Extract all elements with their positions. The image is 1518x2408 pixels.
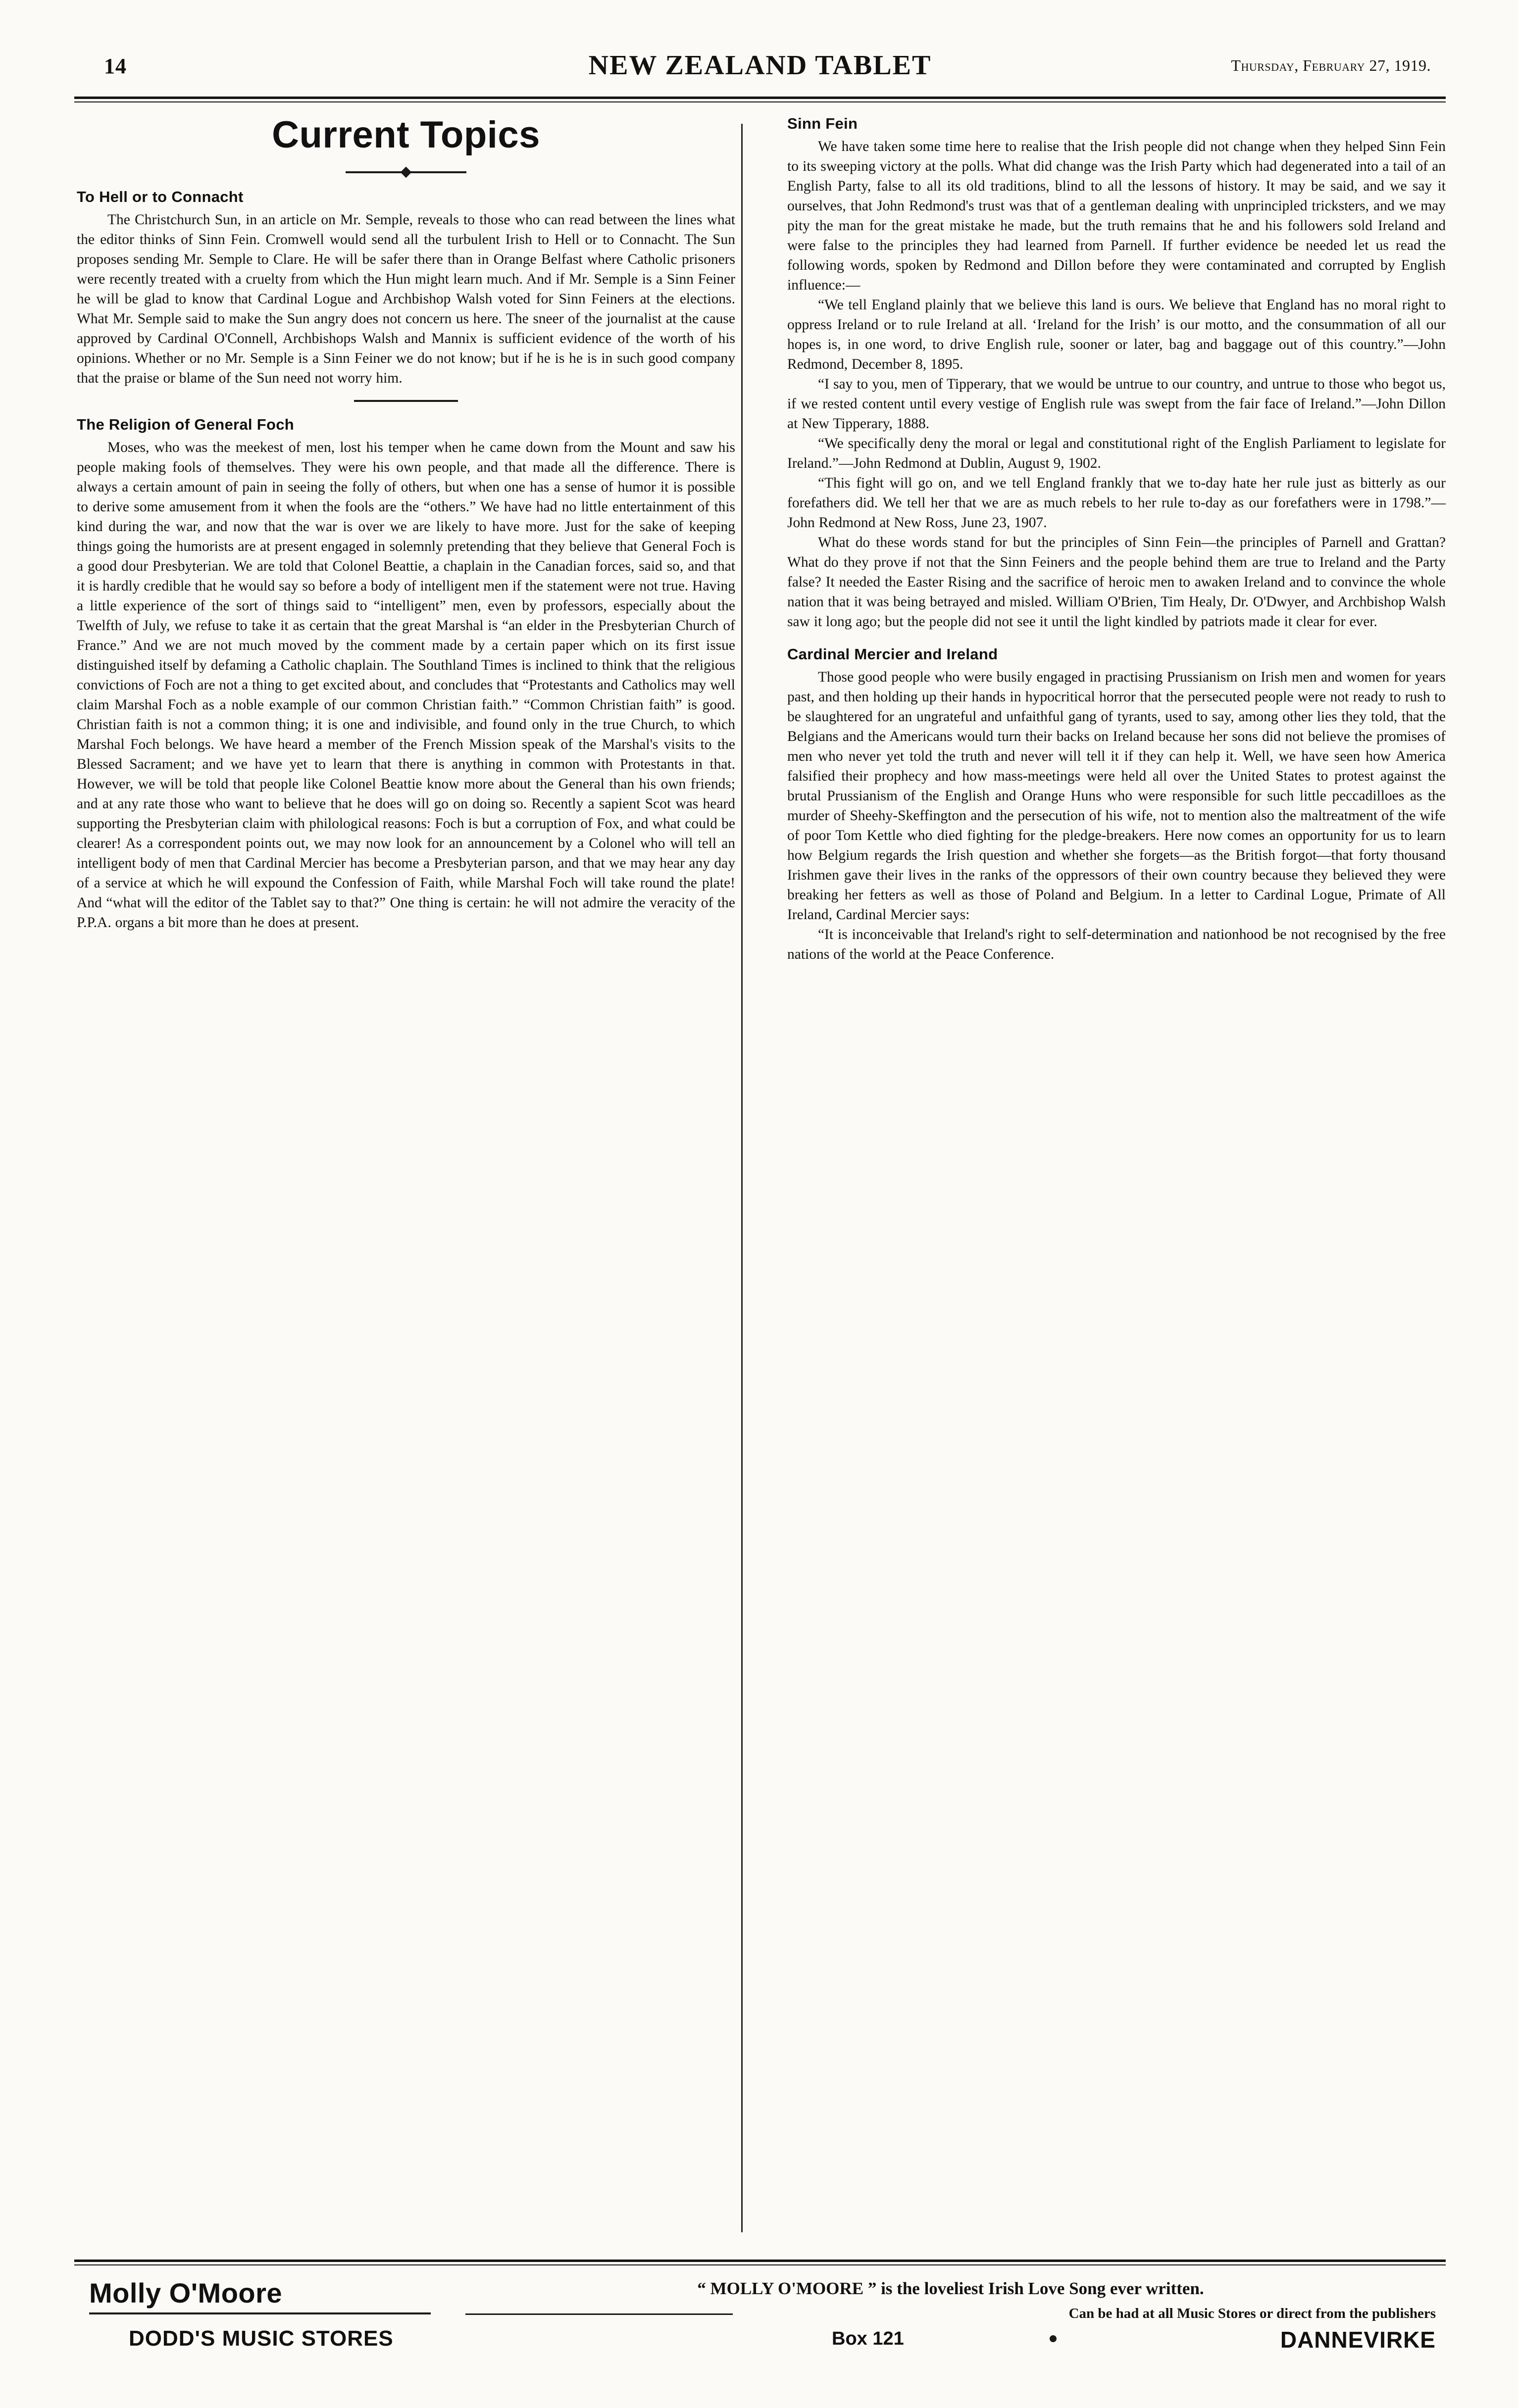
advert-store-name: DODD'S MUSIC STORES <box>129 2326 394 2351</box>
right-column <box>787 114 1446 964</box>
advert-tagline: “ MOLLY O'MOORE ” is the loveliest Irish Love Song ever written. <box>697 2279 1204 2298</box>
masthead <box>74 49 1446 89</box>
column-divider <box>741 124 743 2232</box>
advert-brand: Molly O'Moore <box>89 2277 283 2309</box>
section-heading-cardinal-mercier-and-ireland: Cardinal Mercier and Ireland <box>787 645 998 663</box>
advert-town: DANNEVIRKE <box>1280 2327 1436 2353</box>
paragraph: “We specifically deny the moral or legal and constitutional right of the English Parliament to legislate for Ireland.”—John Redmond at Dublin, August 9, 1902. <box>787 436 1446 471</box>
page-number: 14 <box>104 54 127 78</box>
advertisement <box>74 2277 1446 2371</box>
advert-box-number: Box 121 <box>832 2328 904 2349</box>
advert-subline: Can be had at all Music Stores or direct from the publishers <box>1068 2306 1436 2321</box>
paragraph: Those good people who were busily engaged in practising Prussianism on Irish men and women for years past, and then holding up their hands in hypocritical horror that the persecuted people were not ready to rush to be slaughtered for an ungrateful and unfaithful gang of tyrants, used to say, among other lies they told, that the Belgians and the Americans would turn their backs on Ireland because her sons did not believe the promises of men who never yet told the truth and never will tell it if they can help it. Well, we have seen how America falsified their prophecy and how mass-meetings were held all over the United States to protest against the brutal Prussianism of the English and Orange Huns who were responsible for such little peccadilloes as the murder of Sheehy-Skeffington and the persecution of his wife, not to mention also the maltreatment of the wife of poor Tom Kettle who died fighting for the pledge-breakers. Here now comes an opportunity for us to learn how Belgium regards the Irish question and whether she forgets—as the British forgot—that forty thousand Irishmen gave their lives in the ranks of the oppressors of their own country because they believed they were breaking her fetters as well as those of Poland and Belgium. In a letter to Cardinal Logue, Primate of All Ireland, Cardinal Mercier says: <box>787 669 1446 923</box>
paragraph: “It is inconceivable that Ireland's right to self-determination and nationhood be not recognised by the free nations of the world at the Peace Conference. <box>787 927 1446 962</box>
advert-subline-rule <box>465 2313 733 2315</box>
paper-title: NEW ZEALAND TABLET <box>588 50 932 81</box>
advert-brand-rule <box>89 2312 431 2314</box>
section-heading-sinn-fein: Sinn Fein <box>787 115 858 132</box>
advert-divider <box>74 2260 1446 2265</box>
masthead-divider <box>74 97 1446 102</box>
column-headline: Current Topics <box>272 114 540 156</box>
paragraph: “This fight will go on, and we tell England frankly that we to-day hate her rule just as bitterly as our forefathers did. We tell her that we are as much rebels to her rule to-day as our forefathers were in 1798.”—John Redmond at New Ross, June 23, 1907. <box>787 475 1446 531</box>
ornament-divider <box>77 161 735 172</box>
paragraph: The Christchurch Sun, in an article on Mr. Semple, reveals to those who can read between the lines what the editor thinks of Sinn Fein. Cromwell would send all the turbulent Irish to Hell or to Connacht. The Sun proposes sending Mr. Semple to Clare. He will be safer there than in Orange Belfast where Catholic prisoners were recently treated with a cruelty from which the Hun might learn much. And if Mr. Semple is a Sinn Feiner he will be glad to know that Cardinal Logue and Archbishop Walsh voted for Sinn Feiners at the elections. What Mr. Semple said to make the Sun angry does not concern us here. The sneer of the journalist at the cause approved by Cardinal O'Connell, Archbishops Walsh and Mannix is sufficient evidence of the worth of his opinions. Whether or no Mr. Semple is a Sinn Feiner we do not know; but if he is he is in such good company that the praise or blame of the Sun need not worry him. <box>77 212 735 386</box>
advert-bullet-icon <box>1050 2335 1057 2342</box>
paragraph: We have taken some time here to realise that the Irish people did not change when they helped Sinn Fein to its sweeping victory at the polls. What did change was the Irish Party which had degenerated into a tail of an English Party, false to all its old traditions, blind to all the lessons of history. It may be said, and we say it ourselves, that John Redmond's trust was that of a gentleman dealing with unprincipled tricksters, and we may pity the man for the great mistake he made, but the truth remains that he and his followers sold Ireland and were false to the principles they had learned from Parnell. If further evidence be needed let us read the following words, spoken by Redmond and Dillon before they were contaminated and corrupted by English influence:— <box>787 139 1446 293</box>
section-heading-to-hell-or-to-connacht: To Hell or to Connacht <box>77 188 244 205</box>
issue-date: Thursday, February 27, 1919. <box>1231 56 1431 74</box>
paragraph: Moses, who was the meekest of men, lost his temper when he came down from the Mount and saw his people making fools of themselves. They were his own people, and that made all the difference. There is always a certain amount of pain in seeing the folly of others, but when one has a sense of humor it is possible to derive some amusement from it when the fools are the “others.” We have had no little entertainment of this kind during the war, and now that the war is over we are likely to have more. Just for the sake of keeping things going the humorists are at present engaged in solemnly pretending that they believe that General Foch is a good dour Presbyterian. We are told that Colonel Beattie, a chaplain in the Canadian forces, said so, and that it is hardly credible that he would say so before a body of intelligent men if the statement were not true. Having a little experience of the sort of things said to “intelligent” men, even by professors, especially about the Twelfth of July, we refuse to take it as certain that the great Marshal is “an elder in the Presbyterian Church of France.” And we are not much moved by the comment made by a certain paper which on its first issue distinguished itself by defaming a Catholic chaplain. The Southland Times is inclined to think that the religious convictions of Foch are not a thing to get excited about, and concludes that “Protestants and Catholics may well claim Marshal Foch as a noble example of our common Christian faith.” “Common Christian faith” is good. Christian faith is not a common thing; it is one and indivisible, and found only in the true Church, to which Marshal Foch belongs. We have heard a member of the French Mission speak of the Marshal's visits to the Blessed Sacrament; and we have yet to learn that there is anything in common with Protestants in that. However, we will be told that people like Colonel Beattie know more about the General than his own friends; and at any rate those who want to believe that he does will go on doing so. Recently a sapient Scot was heard supporting the Presbyterian claim with philological reasons: Foch is but a corruption of Fox, and what could be clearer! As a correspondent points out, we may now look for an announcement by a Colonel who will tell an intelligent body of men that Cardinal Mercier has become a Presbyterian parson, and that we may hear any day of a service at which he will expound the Confession of Faith, while Marshal Foch will take round the plate! And “what will the editor of the Tablet say to that?” One thing is certain: he will not admire the veracity of the P.P.A. organs a bit more than he does at present. <box>77 440 735 931</box>
paragraph: “I say to you, men of Tipperary, that we would be untrue to our country, and untrue to those who begot us, if we rested content until every vestige of English rule was swept from the fair face of Ireland.”—John Dillon at New Tipperary, 1888. <box>787 376 1446 432</box>
section-heading-the-religion-of-general-foch: The Religion of General Foch <box>77 416 294 433</box>
section-divider <box>354 400 458 402</box>
left-column <box>77 114 735 933</box>
paragraph: “We tell England plainly that we believe this land is ours. We believe that England has no moral right to oppress Ireland or to rule Ireland at all. ‘Ireland for the Irish’ is our motto, and the consummation of all our hopes is, in one word, to drive English rule, sooner or later, bag and baggage out of this country.”—John Redmond, December 8, 1895. <box>787 297 1446 372</box>
paragraph: What do these words stand for but the principles of Sinn Fein—the principles of Parnell and Grattan? What do they prove if not that the Sinn Feiners and the people behind them are true to Ireland and the Party false? It needed the Easter Rising and the sacrifice of heroic men to awaken Ireland and to convince the whole nation that it was being betrayed and misled. William O'Brien, Tim Healy, Dr. O'Dwyer, and Archbishop Walsh saw it long ago; but the people did not see it until the light kindled by patriots made it clear for ever. <box>787 535 1446 630</box>
